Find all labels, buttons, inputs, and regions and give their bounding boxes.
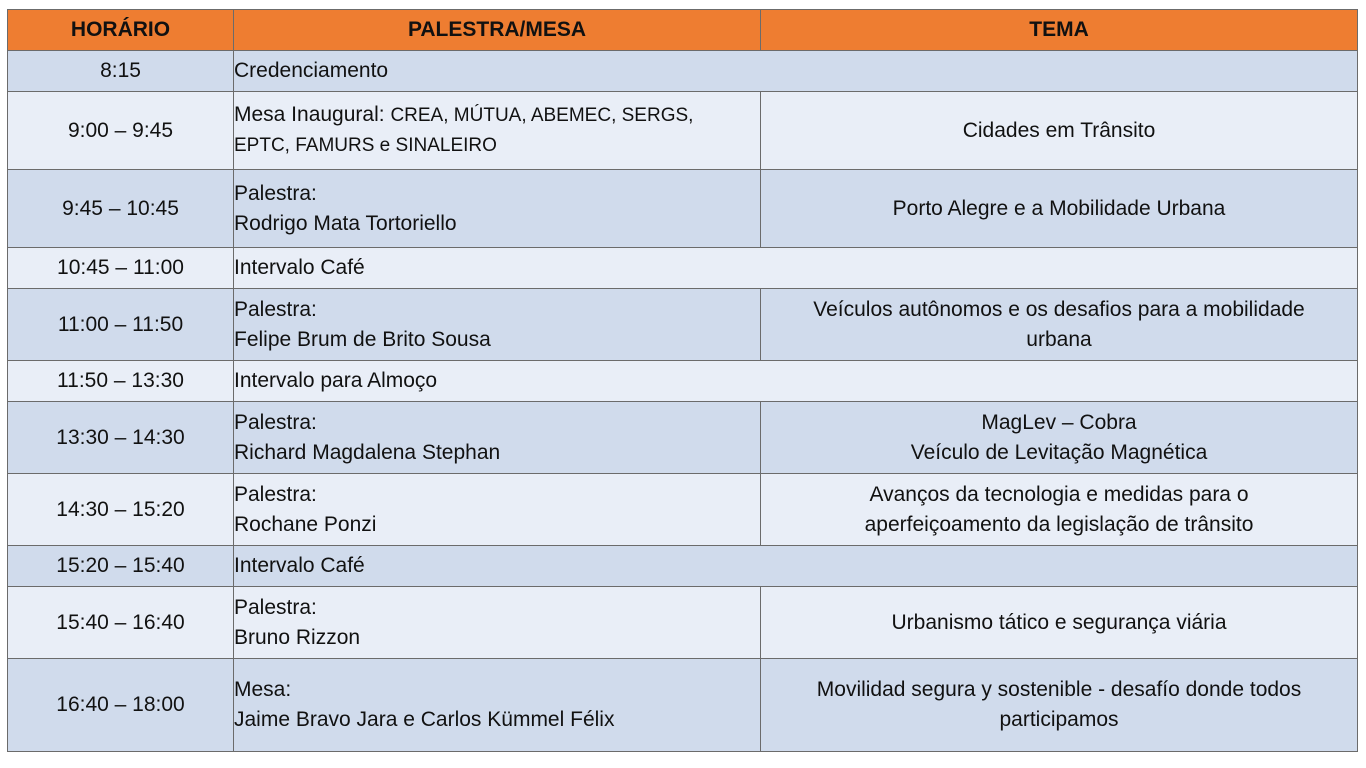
table-row	[8, 402, 1358, 474]
row-talk-line: Palestra:	[234, 482, 317, 506]
row-time: 10:45 – 11:00	[8, 248, 234, 289]
row-talk-line: Palestra:	[234, 595, 317, 619]
row-theme-line: Porto Alegre e a Mobilidade Urbana	[892, 196, 1226, 220]
row-time: 16:40 – 18:00	[8, 659, 234, 752]
row-time: 9:45 – 10:45	[8, 170, 234, 248]
row-theme	[761, 474, 1358, 546]
row-theme-line: Movilidad segura y sostenible - desafío donde todos	[816, 678, 1302, 701]
row-talk-line: EPTC, FAMURS e SINALEIRO	[234, 135, 497, 156]
row-talk-line: Palestra:	[234, 297, 317, 321]
header-talk: PALESTRA/MESA	[234, 10, 761, 51]
row-theme-line: MagLev – Cobra	[981, 410, 1137, 434]
table-row	[8, 51, 1358, 92]
table-row	[8, 170, 1358, 248]
row-talk	[234, 361, 1358, 402]
table-header-row	[8, 10, 1358, 51]
header-theme: TEMA	[761, 10, 1358, 51]
row-talk-line: Rodrigo Mata Tortoriello	[234, 211, 457, 235]
table-row	[8, 587, 1358, 659]
table-row	[8, 474, 1358, 546]
row-talk-line: Jaime Bravo Jara e Carlos Kümmel Félix	[234, 708, 615, 731]
table-row	[8, 546, 1358, 587]
row-theme	[761, 587, 1358, 659]
row-time: 15:40 – 16:40	[8, 587, 234, 659]
row-theme-line: Veículo de Levitação Magnética	[910, 440, 1208, 464]
row-time: 8:15	[8, 51, 234, 92]
table-row	[8, 92, 1358, 170]
row-talk	[234, 587, 761, 659]
row-talk	[234, 92, 761, 170]
row-talk	[234, 51, 1358, 92]
row-talk	[234, 248, 1358, 289]
row-talk	[234, 546, 1358, 587]
row-time: 9:00 – 9:45	[8, 92, 234, 170]
row-theme-line: participamos	[999, 708, 1119, 731]
row-time: 11:50 – 13:30	[8, 361, 234, 402]
row-talk-line: Intervalo Café	[234, 256, 365, 279]
row-talk-line: Rochane Ponzi	[234, 512, 377, 536]
table-row	[8, 361, 1358, 402]
row-talk-line: Intervalo Café	[234, 554, 365, 577]
row-theme	[761, 170, 1358, 248]
row-time: 15:20 – 15:40	[8, 546, 234, 587]
row-talk	[234, 170, 761, 248]
row-theme-line: Cidades em Trânsito	[962, 118, 1156, 142]
row-talk-line: Felipe Brum de Brito Sousa	[234, 327, 491, 351]
table-row	[8, 248, 1358, 289]
row-theme-line: aperfeiçoamento da legislação de trânsito	[864, 512, 1254, 536]
row-theme	[761, 289, 1358, 361]
mesa-label: Mesa Inaugural:	[234, 103, 391, 126]
table-row	[8, 289, 1358, 361]
row-theme-line: Avanços da tecnologia e medidas para o	[869, 482, 1249, 506]
row-theme-line: Urbanismo tático e segurança viária	[891, 610, 1227, 634]
table-row	[8, 659, 1358, 752]
row-theme	[761, 659, 1358, 752]
row-talk	[234, 659, 761, 752]
organizations-text: CREA, MÚTUA, ABEMEC, SERGS,	[390, 105, 694, 126]
row-talk-line: Richard Magdalena Stephan	[234, 440, 501, 464]
row-talk-line: Intervalo para Almoço	[234, 369, 438, 392]
row-talk	[234, 289, 761, 361]
row-theme	[761, 402, 1358, 474]
row-time: 11:00 – 11:50	[8, 289, 234, 361]
row-talk	[234, 402, 761, 474]
header-time: HORÁRIO	[8, 10, 234, 51]
row-talk-line: Palestra:	[234, 181, 317, 205]
row-time: 14:30 – 15:20	[8, 474, 234, 546]
row-talk	[234, 474, 761, 546]
row-theme	[761, 92, 1358, 170]
row-talk-line: Credenciamento	[234, 59, 389, 82]
row-time: 13:30 – 14:30	[8, 402, 234, 474]
row-talk-line: Mesa:	[234, 678, 292, 701]
schedule-table	[7, 9, 1358, 752]
row-theme-line: Veículos autônomos e os desafios para a mobilidade	[813, 297, 1305, 321]
row-talk-line	[234, 100, 760, 131]
row-theme-line: urbana	[1026, 327, 1092, 351]
row-talk-line: Bruno Rizzon	[234, 625, 361, 649]
row-talk-line: Palestra:	[234, 410, 317, 434]
